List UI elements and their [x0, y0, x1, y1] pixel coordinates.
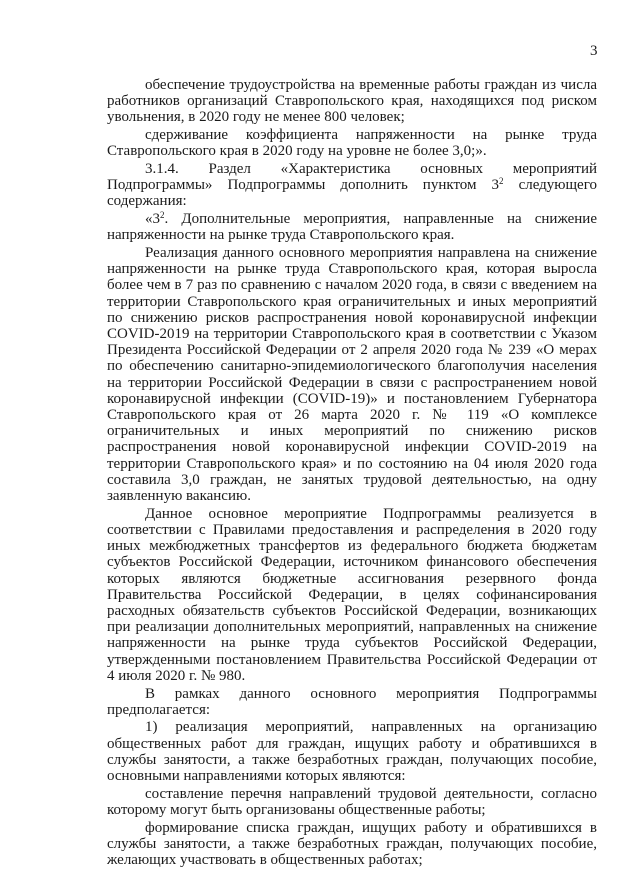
paragraph-text: 3.1.4. Раздел «Характеристика основных мероприятий Подпрограммы» Подпрограммы дополнить пунктом 3 [107, 161, 597, 194]
paragraph-public-works: 1) реализация мероприятий, направленных на организацию общественных работ для граждан, ищущих работу и обратившихся в службы занятости, а также безработных граждан, получающих пособие, основными направлениями которых являются: [107, 719, 597, 785]
superscript: 2 [160, 210, 165, 221]
paragraph-text: следующего содержания: [107, 177, 597, 210]
paragraph-list-citizens: формирование списка граждан, ищущих работу и обратившихся в службы занятости, а также безработных граждан, получающих пособие, желающих участвовать в общественных работах; [107, 819, 597, 869]
page-number: 3 [590, 43, 598, 59]
paragraph-list-directions: составление перечня направлений трудовой деятельности, согласно которому могут быть организованы общественные работы; [107, 785, 597, 818]
paragraph-tension-coefficient: сдерживание коэффициента напряженности на рынке труда Ставропольского края в 2020 году на уровне не более 3,0;». [107, 127, 597, 160]
paragraph-legal-basis: Данное основное мероприятие Подпрограммы реализуется в соответствии с Правилами предоставления и распределения в 2020 году иных межбюджетных трансфертов из федерального бюджета бюджетам субъектов Российской Федерации, источником финансового обеспечения которых являются бюджетные ассигнования резервного фонда Правительства Российской Федерации, в целях софинансирования расходных обязательств субъектов Российской Федерации, возникающих при реализации дополнительных мероприятий, направленных на снижение напряженности на рынке труда субъектов Российской Федерации, утвержденными постановлением Правительства Российской Федерации от 4 июля 2020 г. № 980. [107, 505, 597, 684]
paragraph-text: «3 [145, 211, 160, 228]
paragraph-employment-target: обеспечение трудоустройства на временные работы граждан из числа работников организаций Ставропольского края, находящихся под риском увольнения, в 2020 году не менее 800 человек; [107, 77, 597, 126]
superscript: 2 [499, 176, 504, 187]
paragraph-implementation-purpose: Реализация данного основного мероприятия направлена на снижение напряженности на рынке труда Ставропольского края, которая выросла более чем в 7 раз по сравнению с началом 2020 года, в связи с введением на территории Ставропольского края ограничительных и иных мероприятий по снижению рисков распространения новой коронавирусной инфекции COVID-2019 на территории Ставропольского края в соответствии с Указом Президента Российской Федерации от 2 апреля 2020 года № 239 «О мерах по обеспечению санитарно-эпидемиологического благополучия населения на территории Российской Федерации в связи с распространением новой коронавирусной инфекции (COVID-19)» и постановлением Губернатора Ставропольского края от 26 марта 2020 г. № 119 «О комплексе ограничительных и иных мероприятий по снижению рисков распространения новой коронавирусной инфекции COVID-2019 на территории Ставропольского края» и по состоянию на 04 июля 2020 года составила 3,0 граждан, не занятых трудовой деятельностью, на одну заявленную вакансию. [107, 245, 597, 505]
paragraph-text: . Дополнительные мероприятия, направленные на снижение напряженности на рынке труда Ставропольского края. [107, 211, 597, 244]
document-body [107, 77, 597, 870]
paragraph-additional-measures-heading [107, 211, 597, 243]
paragraph-section-amendment [107, 161, 597, 210]
paragraph-planned-intro: В рамках данного основного мероприятия Подпрограммы предполагается: [107, 685, 597, 718]
